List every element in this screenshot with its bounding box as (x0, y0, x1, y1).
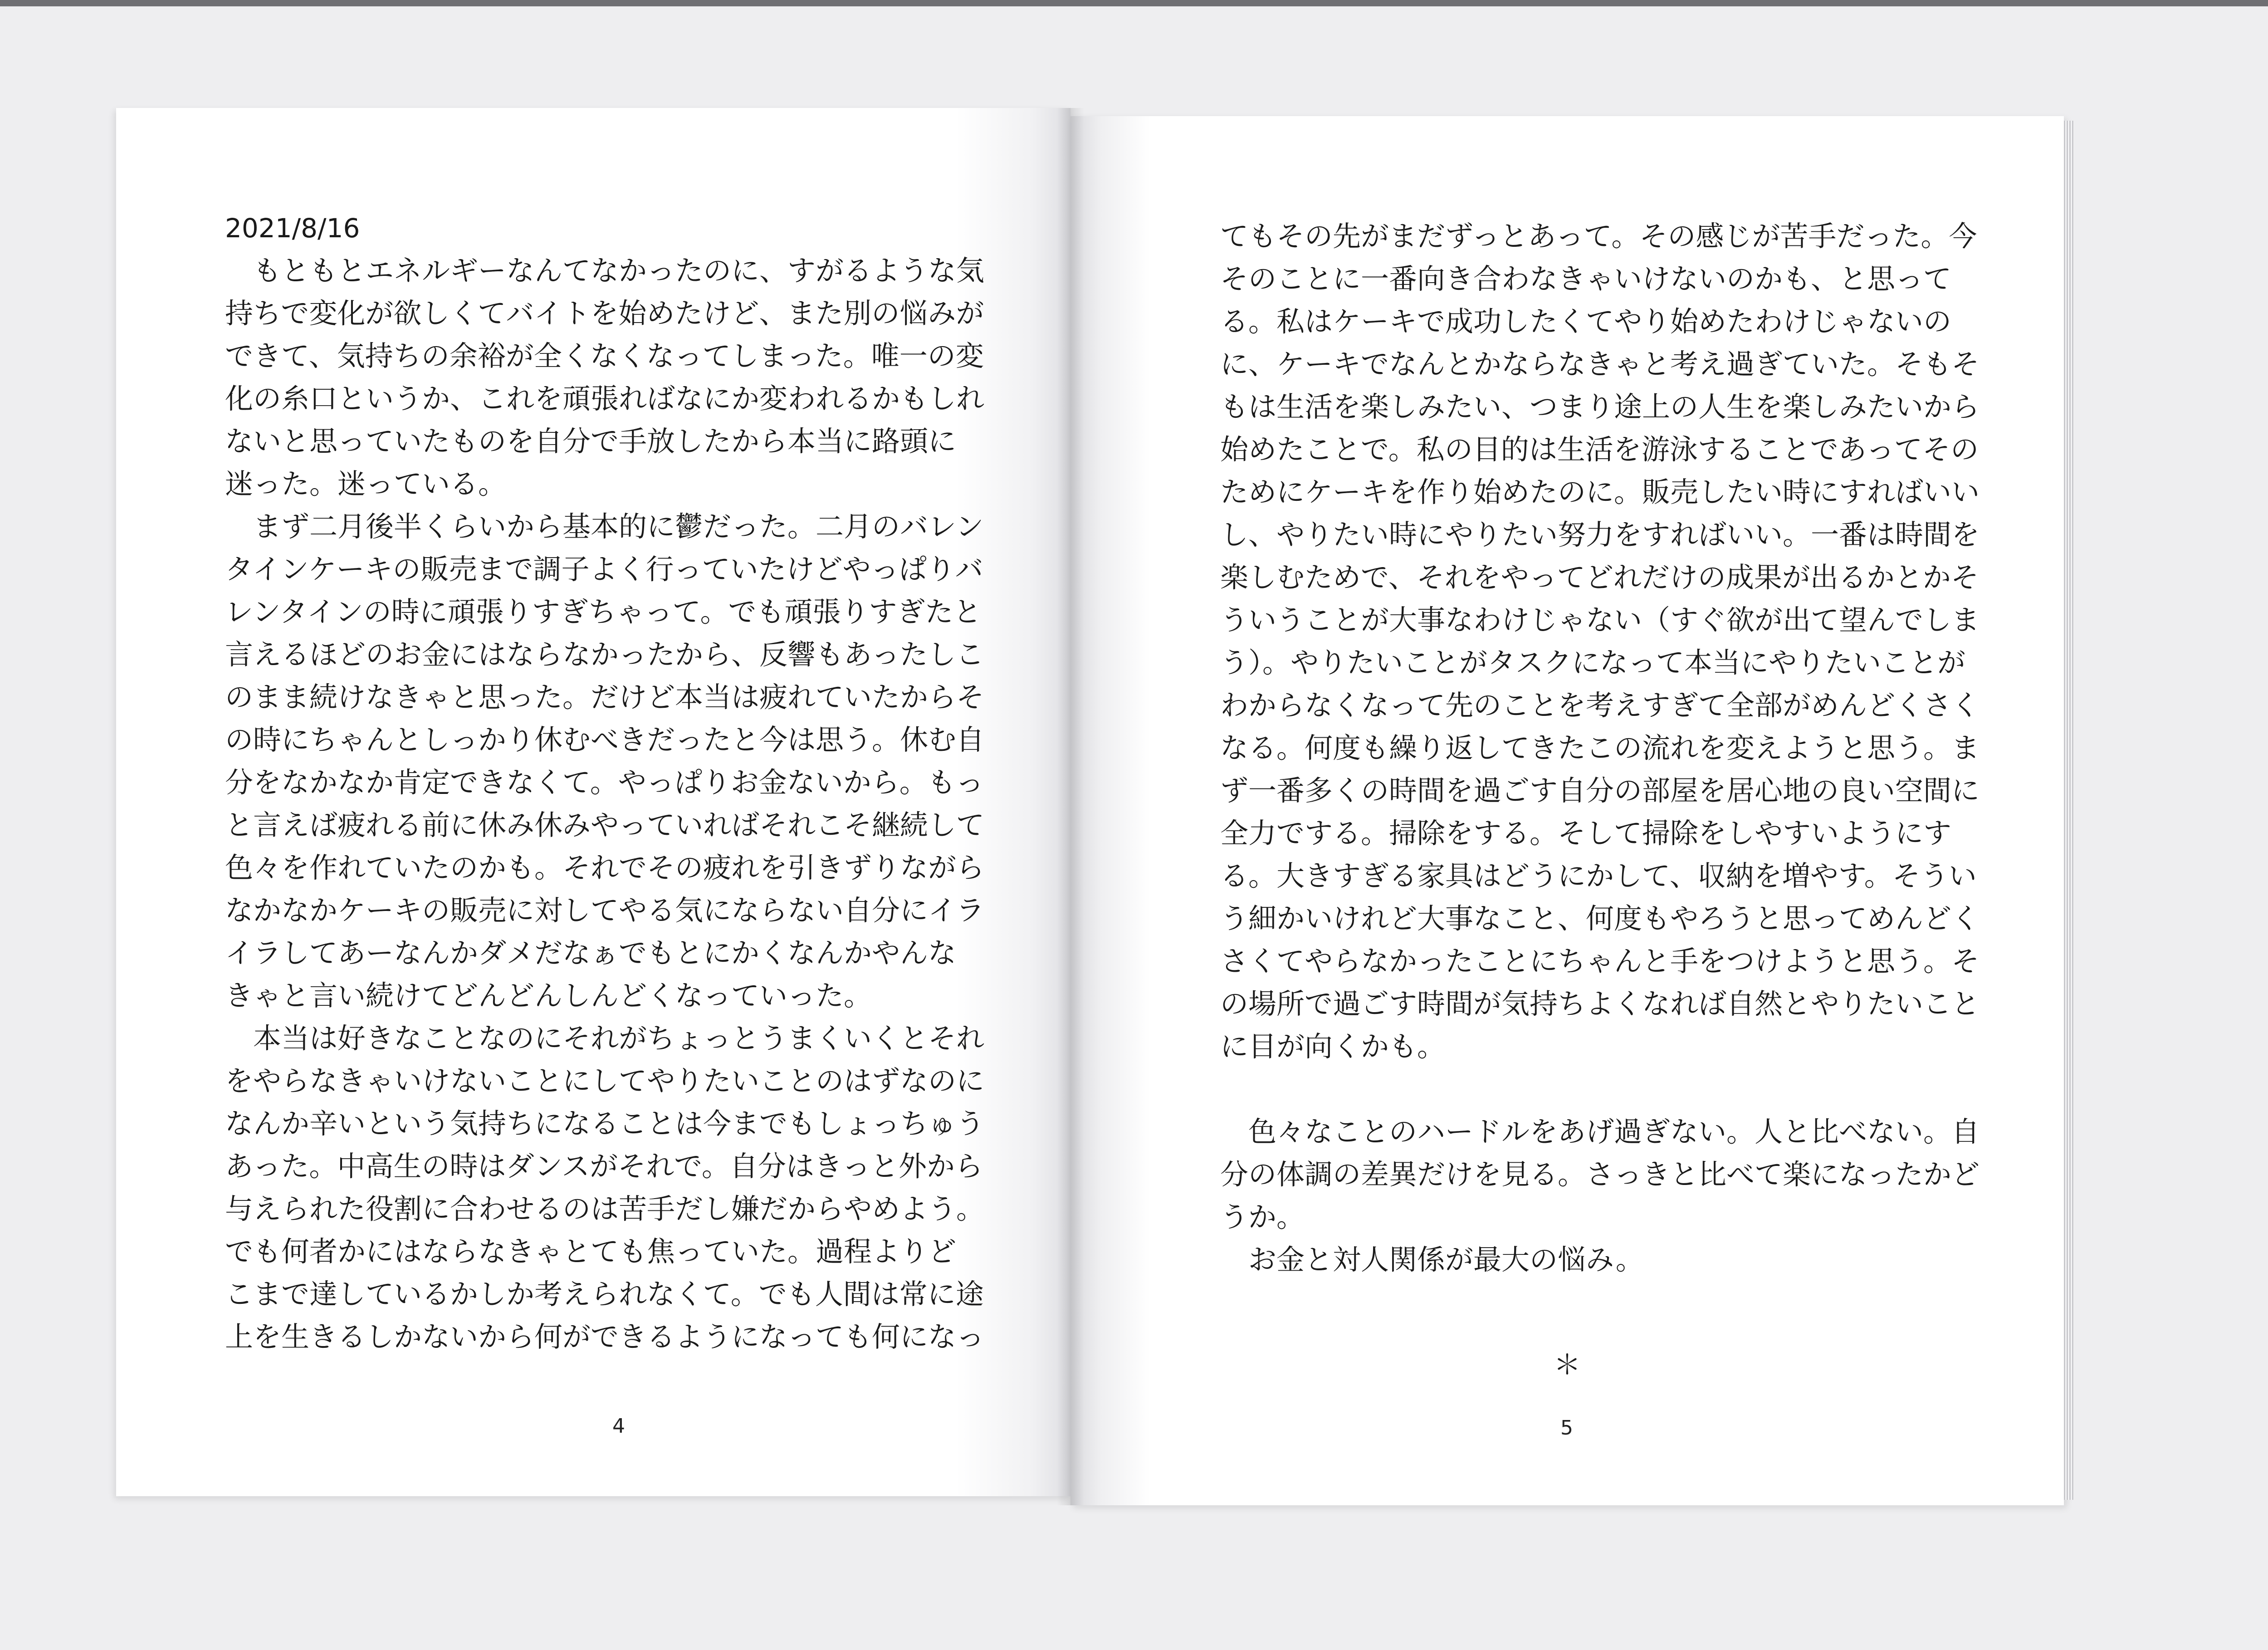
text-line: し、やりたい時にやりたい努力をすればいい。一番は時間を (1220, 518, 1980, 551)
text-line: と言えば疲れる前に休み休みやっていればそれこそ継続して (225, 808, 985, 842)
text-line: タインケーキの販売まで調子よく行っていたけどやっぱりバ (225, 553, 983, 586)
text-line: 始めたことで。私の目的は生活を游泳することであってその (1220, 433, 1979, 466)
text-line: でも何者かにはならなきゃとても焦っていた。過程よりど (225, 1235, 957, 1268)
text-line: ず一番多くの時間を過ごす自分の部屋を居心地の良い空間に (1220, 774, 1980, 807)
left-page (116, 108, 1070, 1496)
page-number: 4 (612, 1415, 625, 1438)
text-line: てもその先がまだずっとあって。その感じが苦手だった。今 (1220, 220, 1977, 253)
scan-edge (0, 0, 2268, 6)
text-line: る。私はケーキで成功したくてやり始めたわけじゃないの (1220, 305, 1952, 338)
text-line: わからなくなって先のことを考えすぎて全部がめんどくさく (1220, 689, 1980, 722)
text-line: う）。やりたいことがタスクになって本当にやりたいことが (1220, 646, 1966, 679)
text-line: きゃと言い続けてどんどんしんどくなっていった。 (225, 979, 872, 1012)
text-line: なんか辛いという気持ちになることは今までもしょっちゅう (225, 1107, 985, 1140)
text-line: まず二月後半くらいから基本的に鬱だった。二月のバレン (225, 510, 984, 543)
text-line: ないと思っていたものを自分で手放したから本当に路頭に (225, 425, 957, 458)
text-line: こまで達しているかしか考えられなくて。でも人間は常に途 (225, 1278, 984, 1311)
text-line: の時にちゃんとしっかり休むべきだったと今は思う。休む自 (225, 723, 985, 756)
text-line: 化の糸口というか、これを頑張ればなにか変われるかもしれ (225, 382, 985, 415)
text-line: のまま続けなきゃと思った。だけど本当は疲れていたからそ (225, 681, 985, 714)
text-line: 本当は好きなことなのにそれがちょっとうまくいくとそれ (225, 1022, 985, 1055)
text-line: の場所で過ごす時間が気持ちよくなれば自然とやりたいこと (1220, 987, 1980, 1020)
text-line: うか。 (1220, 1200, 1305, 1234)
text-line: に、ケーキでなんとかならなきゃと考え過ぎていた。そもそ (1220, 348, 1980, 381)
entry-date: 2021/8/16 (225, 213, 360, 244)
text-line: 分の体調の差異だけを見る。さっきと比べて楽になったかど (1220, 1158, 1980, 1191)
text-line: もは生活を楽しみたい、つまり途上の人生を楽しみたいから (1220, 390, 1980, 423)
text-line: なかなかケーキの販売に対してやる気にならない自分にイラ (225, 894, 985, 927)
text-line: に目が向くかも。 (1220, 1030, 1446, 1063)
paragraph-gap (1220, 1068, 1980, 1111)
text-line: あった。中高生の時はダンスがそれで。自分はきっと外から (225, 1150, 983, 1183)
section-end-asterisk: ＊ (1554, 1349, 1581, 1381)
text-line: 与えられた役割に合わせるのは苦手だし嫌だからやめよう。 (225, 1192, 985, 1225)
text-line: 色々を作れていたのかも。それでその疲れを引きずりながら (225, 851, 985, 884)
text-line: そのことに一番向き合わなきゃいけないのかも、と思って (1220, 262, 1952, 295)
text-line: 楽しむためで、それをやってどれだけの成果が出るかとかそ (1220, 561, 1979, 594)
binding-gutter (1057, 108, 1084, 1505)
page-stack-edge (2064, 121, 2074, 1500)
text-line: ためにケーキを作り始めたのに。販売したい時にすればいい (1220, 475, 1980, 509)
text-line: 迷った。迷っている。 (225, 467, 507, 500)
right-page (1070, 116, 2064, 1505)
text-line: イラしてあーなんかダメだなぁでもとにかくなんかやんな (225, 936, 957, 969)
text-line: さくてやらなかったことにちゃんと手をつけようと思う。そ (1220, 945, 1980, 978)
text-line: をやらなきゃいけないことにしてやりたいことのはずなのに (225, 1064, 985, 1097)
text-line: ういうことが大事なわけじゃない（すぐ欲が出て望んでしま (1220, 603, 1980, 636)
open-booklet-spread (113, 108, 2077, 1505)
text-line: 色々なことのハードルをあげ過ぎない。人と比べない。自 (1220, 1115, 1980, 1148)
right-page-text (1220, 215, 1980, 1281)
text-line: 持ちで変化が欲しくてバイトを始めたけど、また別の悩みが (225, 297, 984, 330)
text-line: う細かいけれど大事なこと、何度もやろうと思ってめんどく (1220, 902, 1980, 935)
text-line: 分をなかなか肯定できなくて。やっぱりお金ないから。もっ (225, 766, 984, 799)
text-line: お金と対人関係が最大の悩み。 (1220, 1243, 1644, 1276)
text-line: なる。何度も繰り返してきたこの流れを変えようと思う。ま (1220, 731, 1980, 764)
text-line: できて、気持ちの余裕が全くなくなってしまった。唯一の変 (225, 339, 984, 372)
text-line: レンタインの時に頑張りすぎちゃって。でも頑張りすぎたと (225, 595, 982, 628)
text-line: 言えるほどのお金にはならなかったから、反響もあったしこ (225, 638, 984, 671)
left-page-text (225, 207, 984, 1358)
text-line: る。大きすぎる家具はどうにかして、収納を増やす。そうい (1220, 859, 1977, 892)
text-line: 全力でする。掃除をする。そして掃除をしやすいようにす (1220, 817, 1952, 850)
page-number: 5 (1560, 1416, 1573, 1439)
text-line: 上を生きるしかないから何ができるようになっても何になっ (225, 1320, 985, 1353)
text-line: もともとエネルギーなんてなかったのに、すがるような気 (225, 254, 985, 287)
